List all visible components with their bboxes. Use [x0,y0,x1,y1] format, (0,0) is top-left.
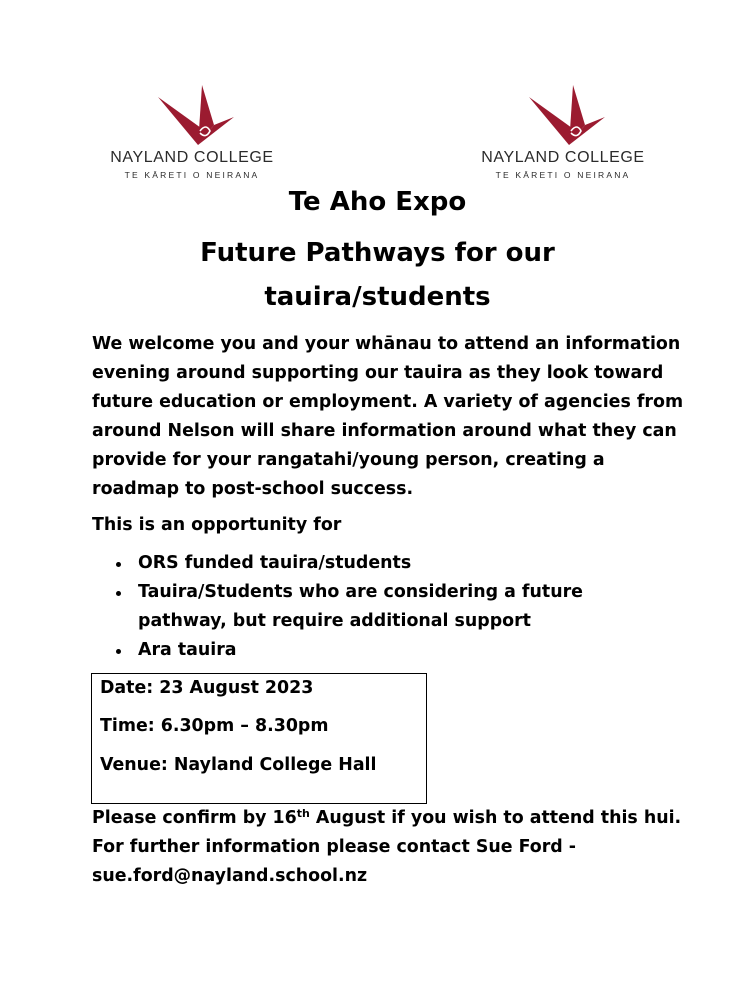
event-subtitle-line1: Future Pathways for our [200,238,555,268]
list-item [92,549,672,578]
list-item [92,636,672,665]
school-logo-left [92,85,292,190]
logo-school-name: NAYLAND COLLEGE [481,149,645,166]
rsvp-text-end: August if you wish to attend this hui. For further information please contact Sue Ford - sue.ford@nayland.school.nz [92,808,682,886]
rsvp-day-suffix: th [296,807,310,820]
bullet-icon [116,591,121,596]
list-item-text: Tauira/Students who are considering a future pathway, but require additional support [138,582,583,631]
logo-school-name: NAYLAND COLLEGE [110,149,274,166]
bullet-icon [116,562,121,567]
bird-emblem-icon [142,85,242,149]
logo-school-subtitle: TE KĀRETI O NEIRANA [495,170,631,180]
event-date: Date: 23 August 2023 [100,678,314,698]
event-venue: Venue: Nayland College Hall [100,755,377,775]
bird-emblem-icon [513,85,613,149]
event-time: Time: 6.30pm – 8.30pm [100,716,329,736]
opportunity-lead: This is an opportunity for [92,515,342,535]
intro-paragraph: We welcome you and your whānau to attend an information evening around supporting our tauira as they look toward future education or employment. A variety of agencies from around Nelson will share information around what they can provide for your rangatahi/young person, creating a roadmap to post-school success. [92,334,684,499]
school-logo-right [463,85,663,190]
opportunity-list [92,549,672,665]
event-subtitle-line2: tauira/students [264,282,491,312]
bullet-icon [116,649,121,654]
rsvp-paragraph [92,804,692,891]
logo-school-subtitle: TE KĀRETI O NEIRANA [124,170,260,180]
list-item-text: Ara tauira [138,640,237,660]
event-details-box [91,673,427,804]
rsvp-text-start: Please confirm by 16 [92,808,297,828]
list-item-text: ORS funded tauira/students [138,553,412,573]
event-title: Te Aho Expo [288,187,467,217]
list-item [92,578,672,636]
